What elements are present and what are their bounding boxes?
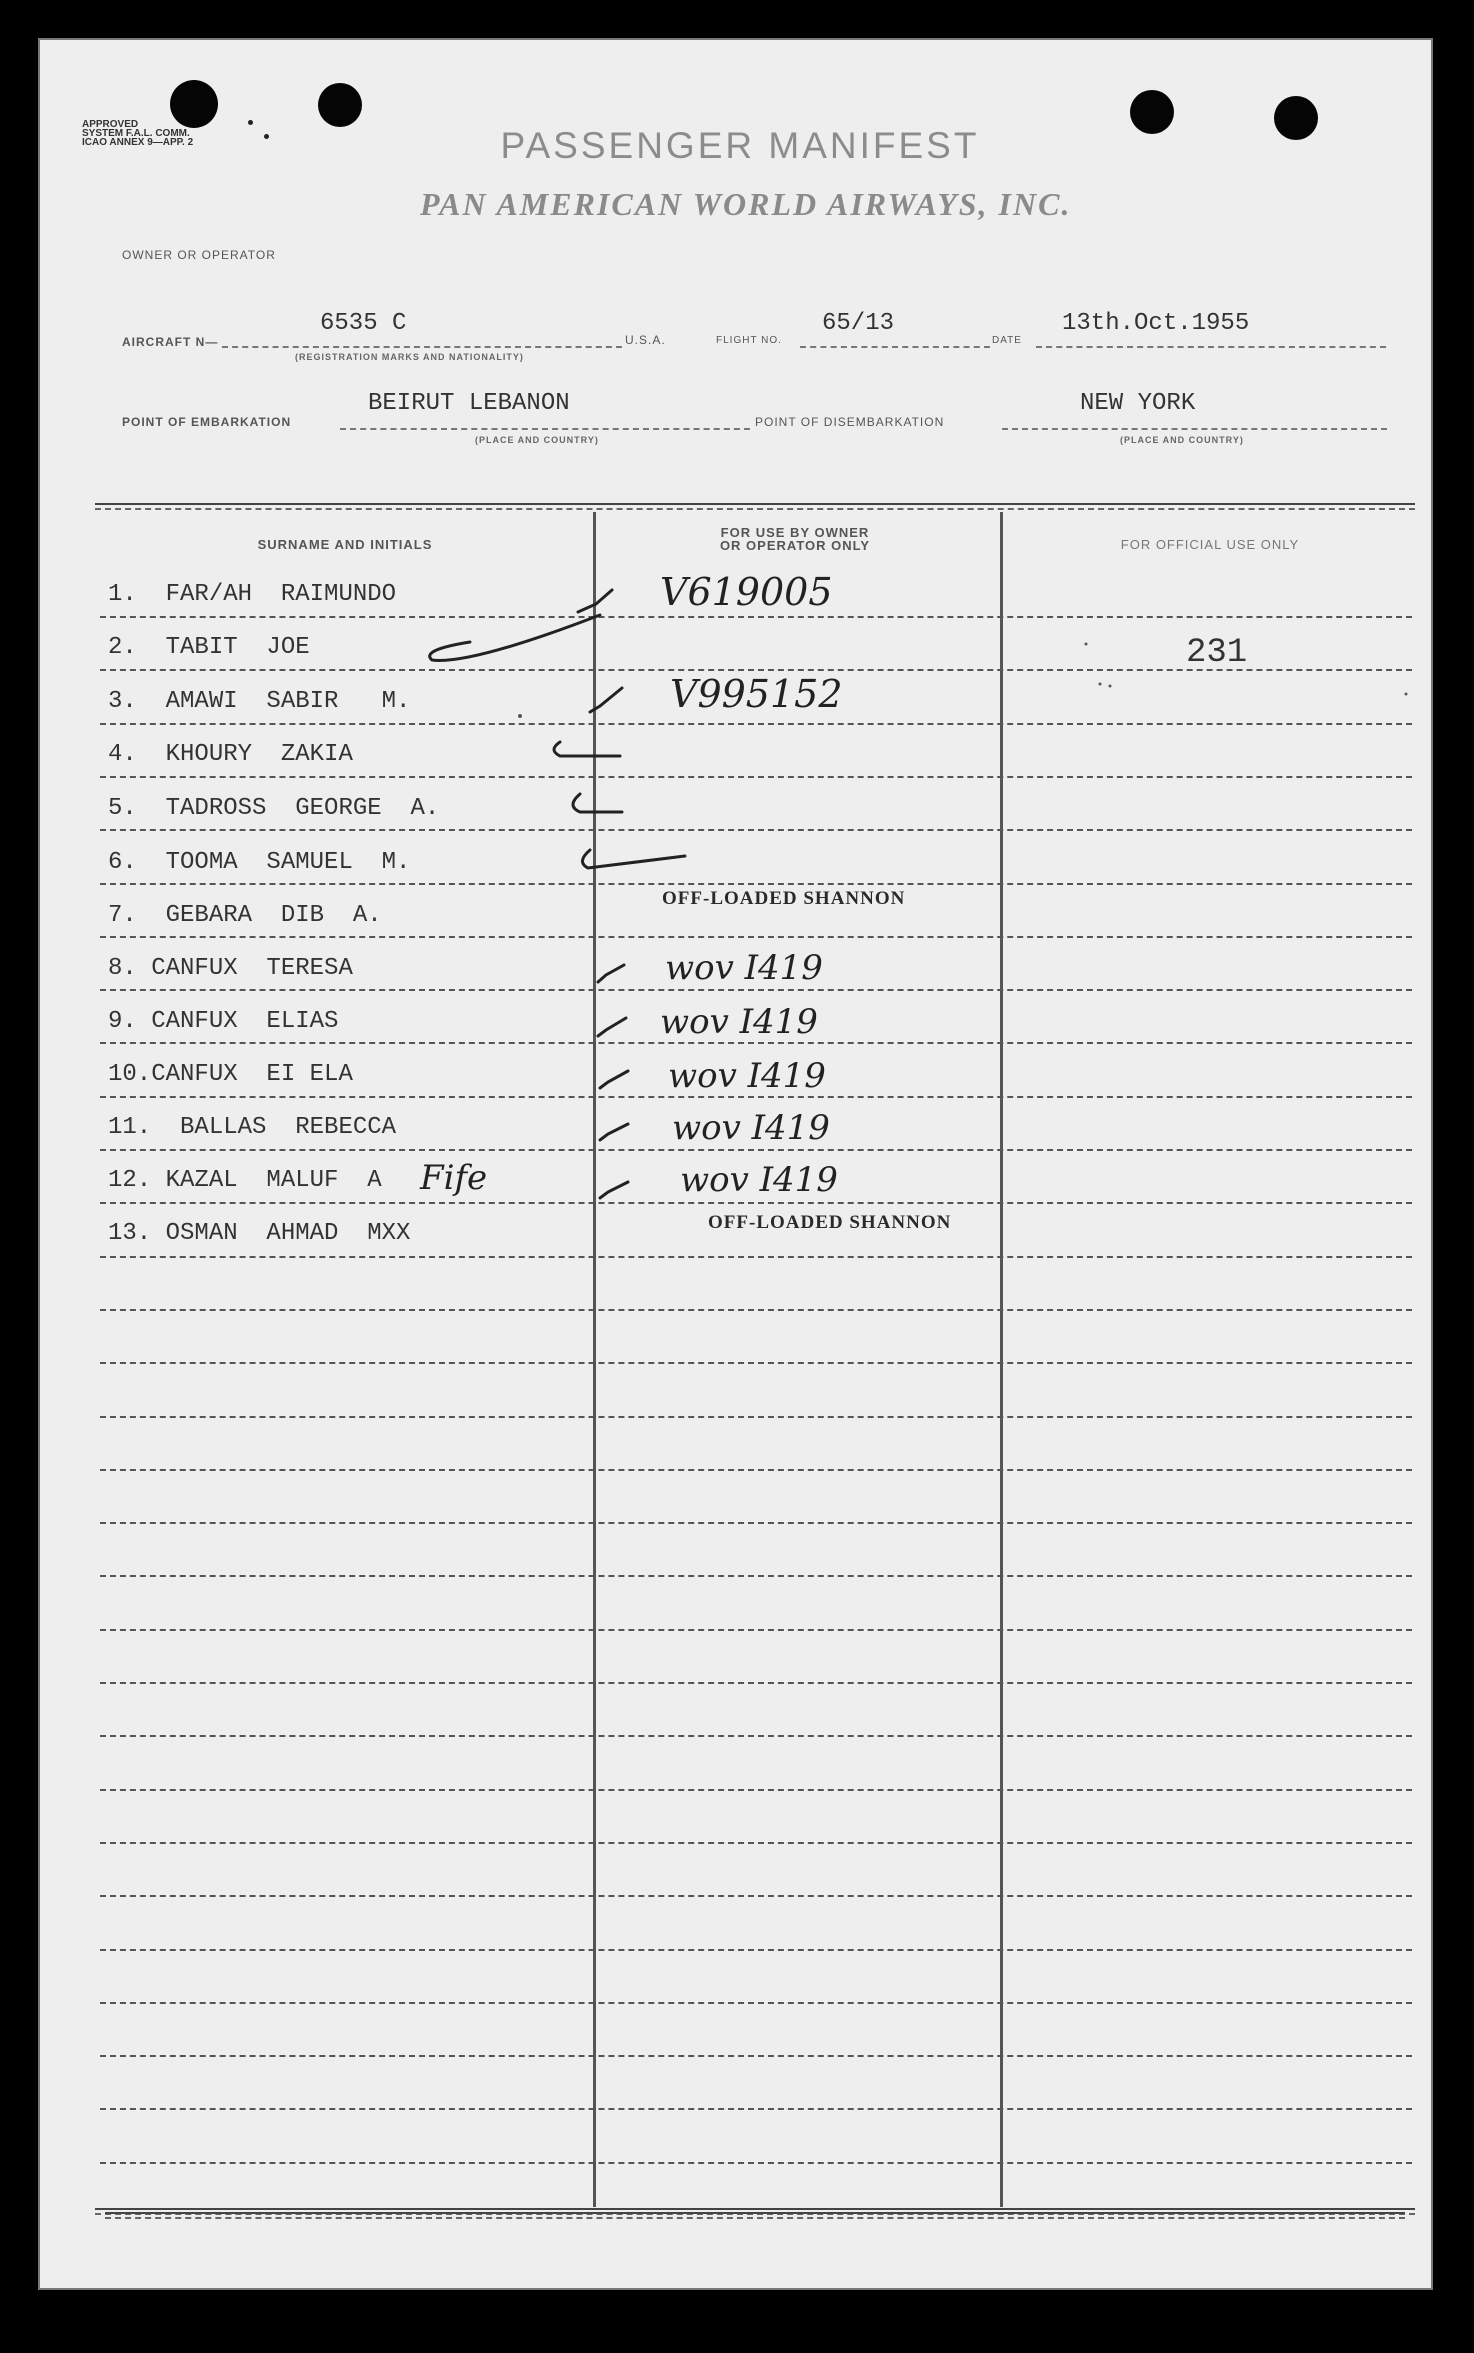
disembarkation-label: POINT OF DISEMBARKATION <box>755 415 945 429</box>
passenger-row: 2. TABIT JOE <box>108 634 310 661</box>
check-mark <box>598 965 624 982</box>
approval-line: SYSTEM F.A.L. COMM. <box>82 128 190 139</box>
owner-note: wov I419 <box>665 948 823 988</box>
nationality: U.S.A. <box>625 333 666 347</box>
check-mark <box>590 688 622 712</box>
owner-note: wov I419 <box>672 1108 830 1148</box>
flight-value: 65/13 <box>822 310 895 337</box>
passenger-row: 11. BALLAS REBECCA <box>108 1114 397 1141</box>
owner-use-header-line: FOR USE BY OWNER <box>720 525 870 540</box>
surname-header: SURNAME AND INITIALS <box>257 537 433 552</box>
passenger-row: 7. GEBARA DIB A. <box>108 902 382 929</box>
passenger-row: 4. KHOURY ZAKIA <box>108 741 353 768</box>
passenger-row: 3. AMAWI SABIR M. <box>108 688 411 715</box>
approval-line: APPROVED <box>82 119 139 130</box>
bracket-mark <box>573 794 622 812</box>
offloaded-stamp: OFF-LOADED SHANNON <box>662 888 906 909</box>
place-caption: (PLACE AND COUNTRY) <box>475 435 599 445</box>
check-mark <box>600 1071 628 1088</box>
aircraft-label: AIRCRAFT N— <box>122 335 219 349</box>
owner-label: OWNER OR OPERATOR <box>122 248 276 262</box>
carrier-name: PAN AMERICAN WORLD AIRWAYS, INC. <box>420 186 1072 222</box>
check-mark <box>578 590 612 612</box>
owner-note: wov I419 <box>668 1056 826 1096</box>
bracket-mark <box>430 615 600 660</box>
offloaded-stamp: OFF-LOADED SHANNON <box>708 1212 952 1233</box>
date-value: 13th.Oct.1955 <box>1062 310 1250 337</box>
passenger-row: 12. KAZAL MALUF A <box>108 1167 382 1194</box>
passenger-row: 9. CANFUX ELIAS <box>108 1008 339 1035</box>
passenger-row: 8. CANFUX TERESA <box>108 955 353 982</box>
approval-line: ICAO ANNEX 9—APP. 2 <box>82 137 194 148</box>
embarkation-label: POINT OF EMBARKATION <box>122 415 292 429</box>
bracket-mark <box>582 850 685 868</box>
official-use-header: FOR OFFICIAL USE ONLY <box>1120 537 1300 552</box>
check-mark <box>600 1182 628 1198</box>
check-mark <box>598 1018 626 1036</box>
check-mark <box>600 1124 628 1140</box>
ink-dot <box>1085 643 1088 646</box>
owner-note: V619005 <box>660 570 833 614</box>
ink-dot <box>1109 685 1112 688</box>
embarkation-value: BEIRUT LEBANON <box>368 390 570 417</box>
passenger-row: 10.CANFUX EI ELA <box>108 1061 353 1088</box>
date-label: DATE <box>992 335 1022 346</box>
ink-dot <box>1405 693 1408 696</box>
passenger-row: 13. OSMAN AHMAD MXX <box>108 1220 411 1247</box>
handwritten-note: Fife <box>420 1158 488 1198</box>
official-number: 231 <box>1186 634 1248 672</box>
aircraft-value: 6535 C <box>320 310 407 337</box>
owner-note: V995152 <box>670 672 843 716</box>
place-caption: (PLACE AND COUNTRY) <box>1120 435 1244 445</box>
passenger-row: 5. TADROSS GEORGE A. <box>108 795 440 822</box>
bracket-mark <box>554 742 620 756</box>
page-title: PASSENGER MANIFEST <box>500 125 980 166</box>
owner-use-header-line: OR OPERATOR ONLY <box>719 538 871 553</box>
passenger-row: 6. TOOMA SAMUEL M. <box>108 849 411 876</box>
ink-dot <box>518 714 522 718</box>
registration-caption: (REGISTRATION MARKS AND NATIONALITY) <box>295 352 524 362</box>
ink-dot <box>1099 683 1102 686</box>
owner-note: wov I419 <box>660 1002 818 1042</box>
disembarkation-value: NEW YORK <box>1080 390 1196 417</box>
passenger-row: 1. FAR/AH RAIMUNDO <box>108 581 397 608</box>
flight-label: FLIGHT NO. <box>716 335 782 346</box>
owner-note: wov I419 <box>680 1160 838 1200</box>
